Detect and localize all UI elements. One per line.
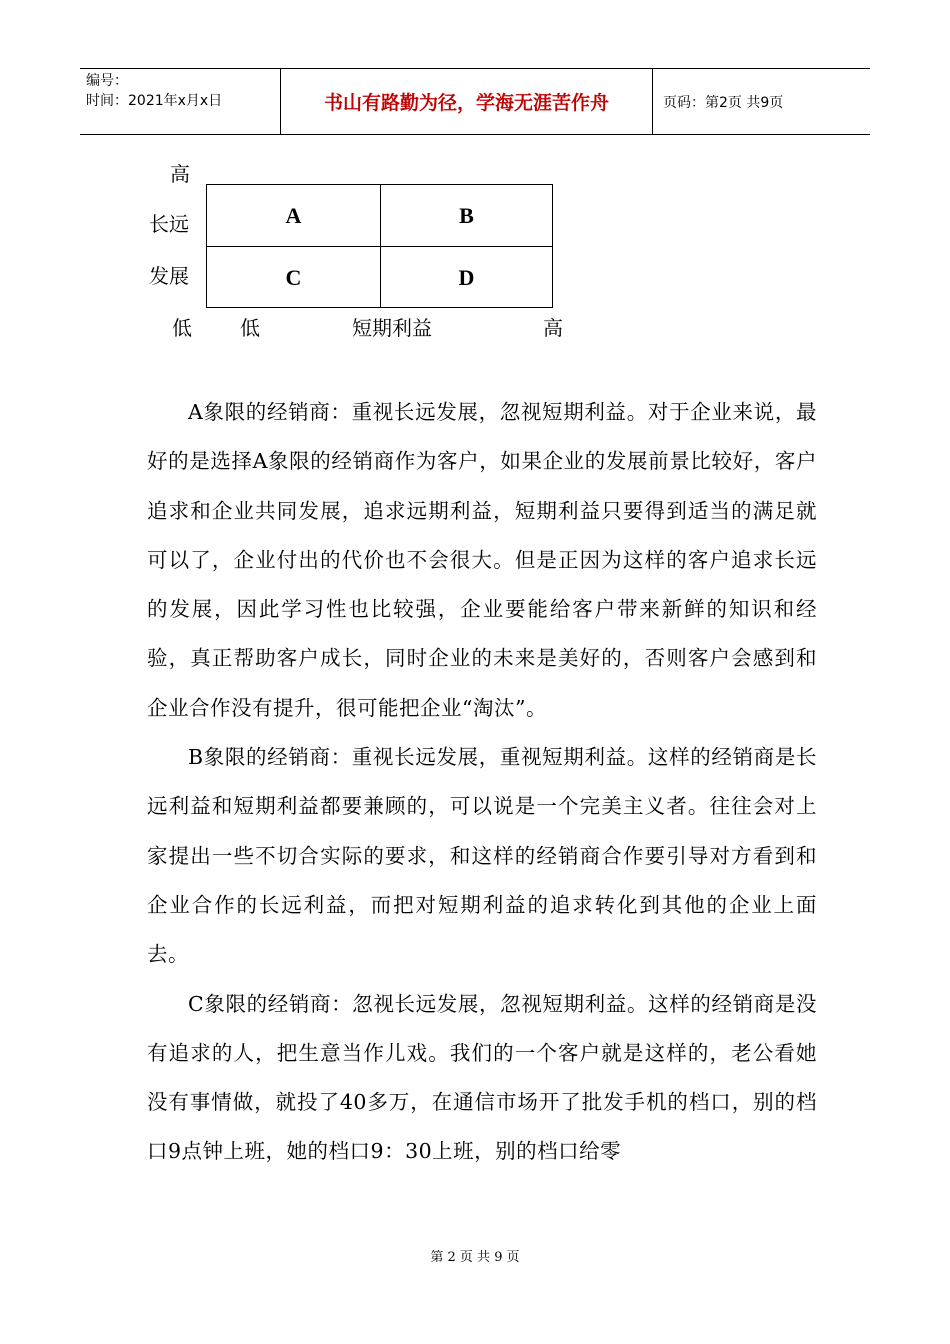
- body-text: [147, 388, 817, 1177]
- doc-number-label: 编号：: [86, 73, 128, 89]
- page-footer: 第 2 页 共 9 页: [430, 1250, 520, 1265]
- y-axis-label-line1: 长远: [149, 212, 189, 236]
- header-meta: [80, 69, 281, 134]
- header-motto: 书山有路勤为径，学海无涯苦作舟: [281, 69, 653, 134]
- x-axis-label: 短期利益: [352, 316, 432, 340]
- quadrant-a: A: [285, 202, 302, 228]
- quadrant-grid: [206, 184, 553, 308]
- y-axis-high-label: 高: [170, 162, 190, 186]
- paragraph-c: C象限的经销商：忽视长远发展，忽视短期利益。这样的经销商是没有追求的人，把生意当作儿戏。我们的一个客户就是这样的，老公看她没有事情做，就投了40多万，在通信市场开了批发手机的档口，别的档口9点钟上班，她的档口9：30上班，别的档口给零: [147, 991, 817, 1164]
- y-axis-low-label: 低: [172, 316, 192, 340]
- quadrant-b: B: [459, 202, 474, 228]
- paragraph-a: A象限的经销商：重视长远发展，忽视短期利益。对于企业来说，最好的是选择A象限的经销商作为客户，如果企业的发展前景比较好，客户追求和企业共同发展，追求远期利益，短期利益只要得到适当的满足就可以了，企业付出的代价也不会很大。但是正因为这样的客户追求长远的发展，因此学习性也比较强，企业要能给客户带来新鲜的知识和经验，真正帮助客户成长，同时企业的未来是美好的，否则客户会感到和企业合作没有提升，很可能把企业“淘汰”。: [147, 400, 817, 720]
- x-axis-high-label: 高: [543, 316, 563, 340]
- quadrant-d: D: [458, 264, 475, 290]
- quadrant-c: C: [285, 264, 302, 290]
- date-label: 时间：2021年x月x日: [86, 93, 223, 109]
- page-header: [80, 68, 870, 135]
- x-axis-low-label: 低: [240, 316, 260, 340]
- header-page-number: 页码：第2页 共9页: [663, 94, 784, 111]
- y-axis-label-line2: 发展: [149, 264, 189, 288]
- paragraph-b: B象限的经销商：重视长远发展，重视短期利益。这样的经销商是长远利益和短期利益都要兼顾的，可以说是一个完美主义者。往往会对上家提出一些不切合实际的要求，和这样的经销商合作要引导对方看到和企业合作的长远利益，而把对短期利益的追求转化到其他的企业上面去。: [147, 745, 817, 967]
